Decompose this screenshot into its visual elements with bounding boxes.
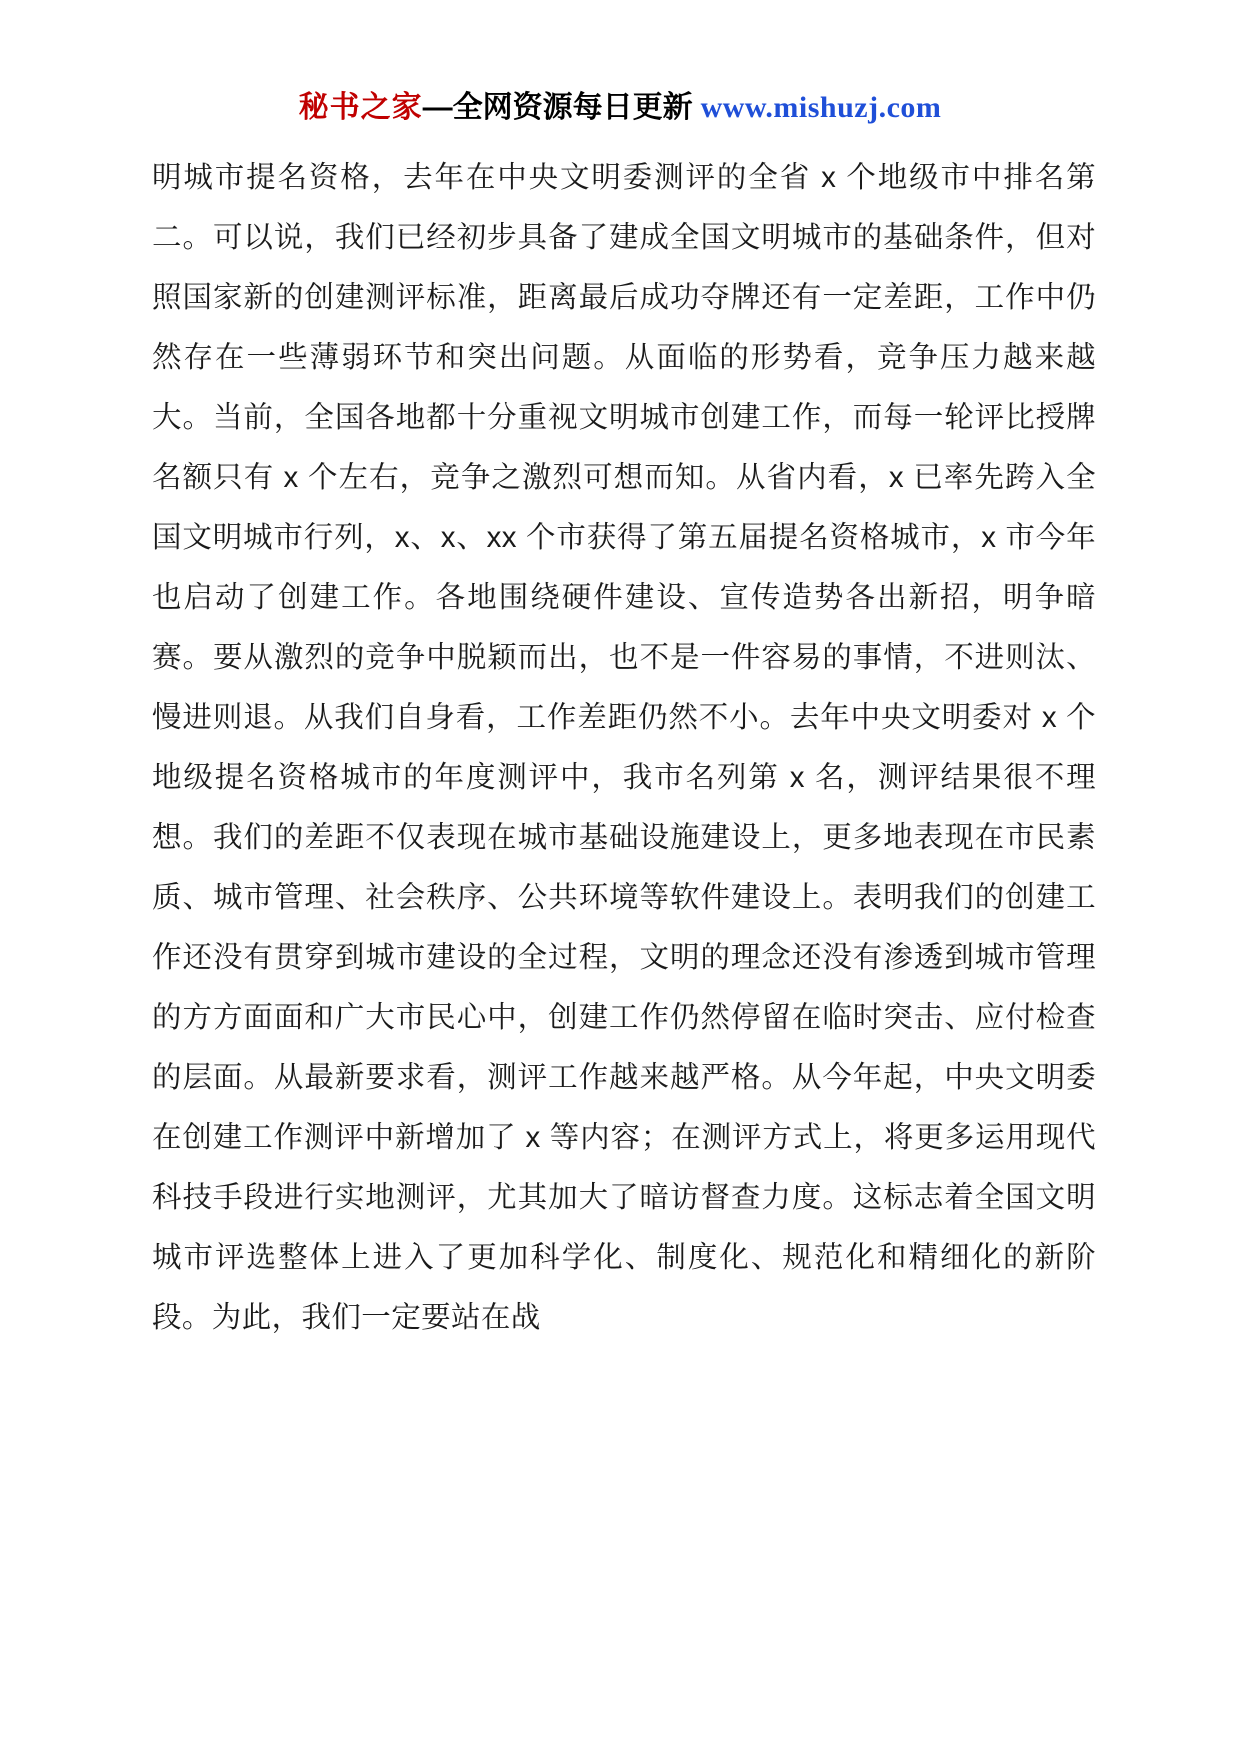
site-brand-name: 秘书之家 <box>298 91 423 124</box>
document-body <box>152 148 1096 1348</box>
body-paragraph: 明城市提名资格，去年在中央文明委测评的全省 x 个地级市中排名第二。可以说，我们已经初步具备了建成全国文明城市的基础条件，但对照国家新的创建测评标准，距离最后成功夺牌还有一定差距，工作中仍然存在一些薄弱环节和突出问题。从面临的形势看，竞争压力越来越大。当前，全国各地都十分重视文明城市创建工作，而每一轮评比授牌名额只有 x 个左右，竞争之激烈可想而知。从省内看，x 已率先跨入全国文明城市行列，x、x、xx 个市获得了第五届提名资格城市，x 市今年也启动了创建工作。各地围绕硬件建设、宣传造势各出新招，明争暗赛。要从激烈的竞争中脱颖而出，也不是一件容易的事情，不进则汰、慢进则退。从我们自身看，工作差距仍然不小。去年中央文明委对 x 个地级提名资格城市的年度测评中，我市名列第 x 名，测评结果很不理想。我们的差距不仅表现在城市基础设施建设上，更多地表现在市民素质、城市管理、社会秩序、公共环境等软件建设上。表明我们的创建工作还没有贯穿到城市建设的全过程，文明的理念还没有渗透到城市管理的方方面面和广大市民心中，创建工作仍然停留在临时突击、应付检查的层面。从最新要求看，测评工作越来越严格。从今年起，中央文明委在创建工作测评中新增加了 x 等内容；在测评方式上，将更多运用现代科技手段进行实地测评，尤其加大了暗访督查力度。这标志着全国文明城市评选整体上进入了更加科学化、制度化、规范化和精细化的新阶段。为此，我们一定要站在战 <box>152 161 1096 1334</box>
site-tagline: 全网资源每日更新 <box>452 91 693 124</box>
site-url-link[interactable]: www.mishuzj.com <box>700 91 942 124</box>
brand-separator: — <box>422 91 453 124</box>
site-watermark-header <box>0 88 1240 128</box>
